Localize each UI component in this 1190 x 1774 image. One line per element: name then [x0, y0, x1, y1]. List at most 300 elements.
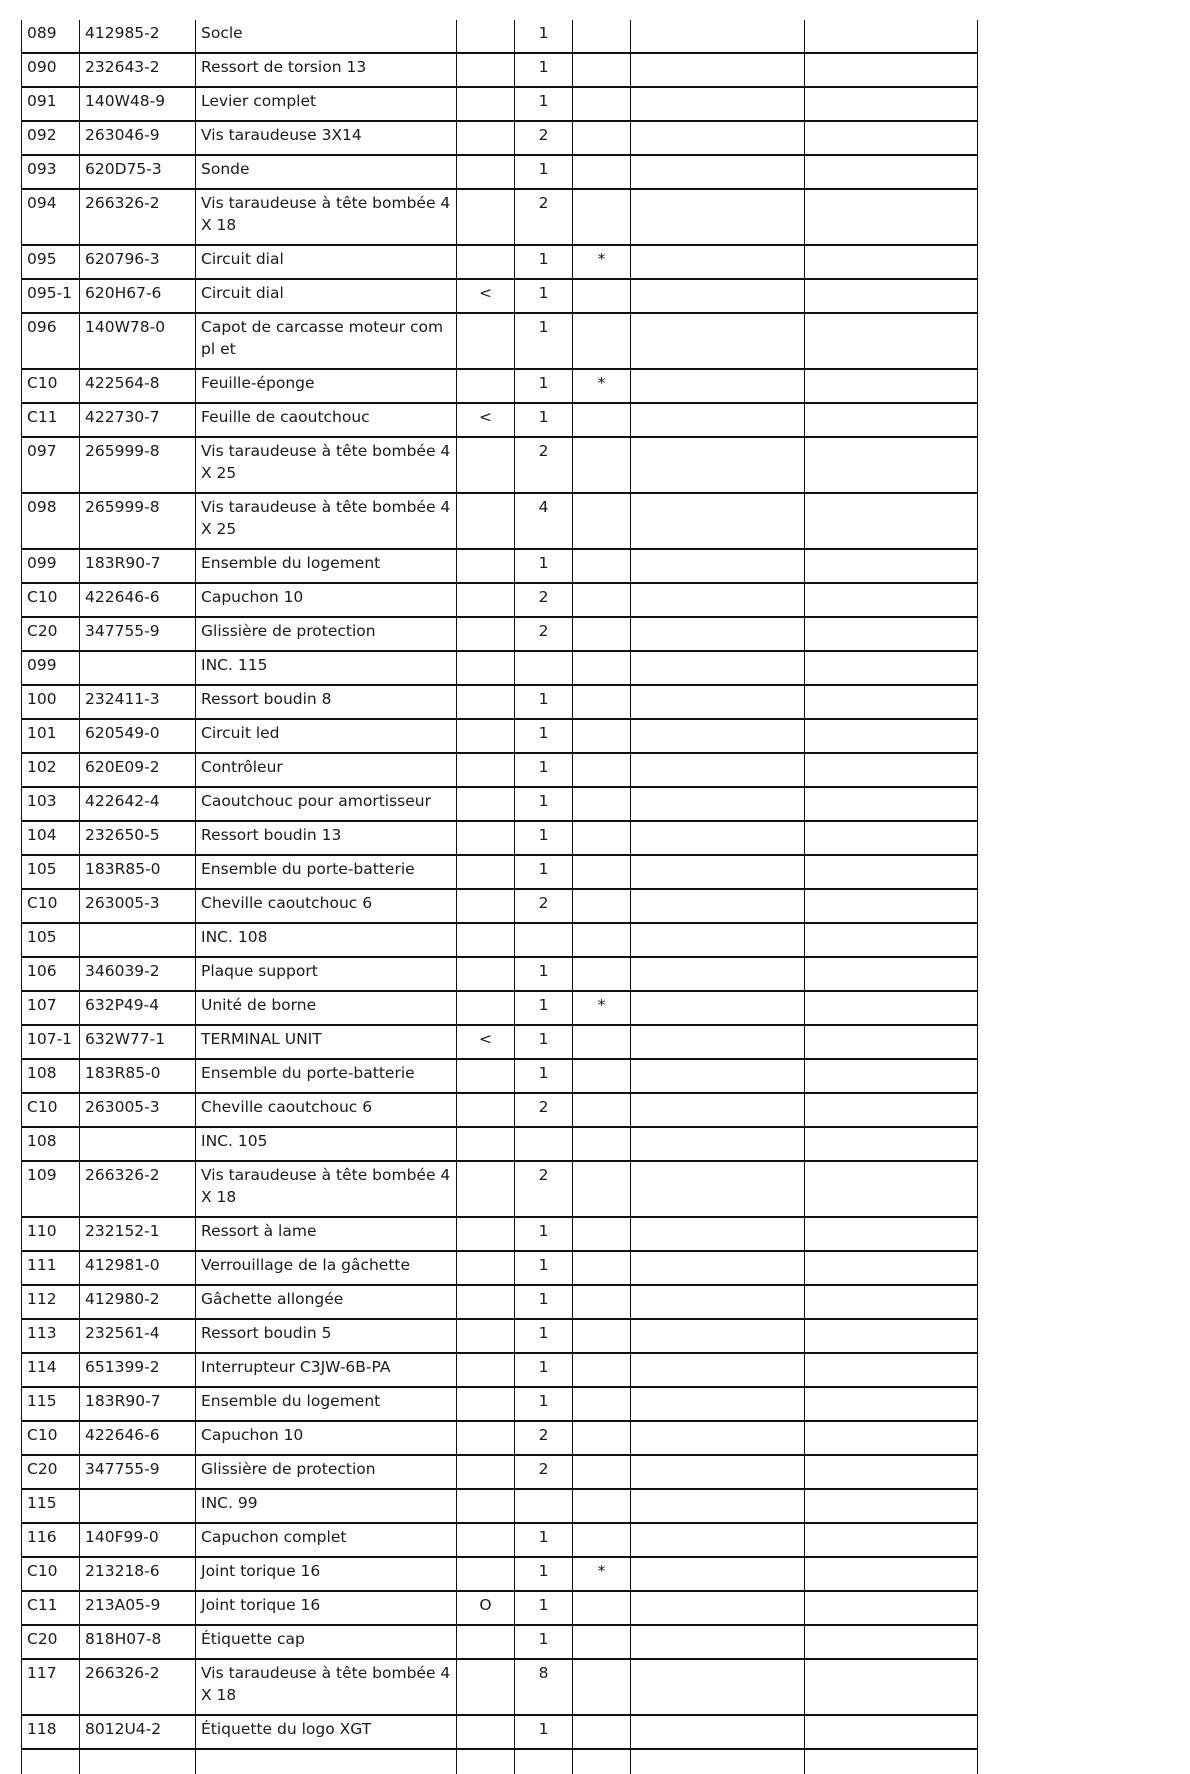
- part-number-cell: 347755-9: [80, 1455, 196, 1489]
- quantity-cell: [515, 651, 573, 685]
- table-row: [22, 53, 978, 87]
- change-flag-cell: [457, 189, 515, 245]
- quantity-cell: 1: [515, 369, 573, 403]
- quantity-cell: 1: [515, 403, 573, 437]
- change-flag-cell: [457, 1625, 515, 1659]
- table-row: [22, 121, 978, 155]
- item-number-cell: 109: [22, 1161, 80, 1217]
- item-number-cell: 117: [22, 1659, 80, 1715]
- blank-cell: [805, 1093, 978, 1127]
- table-row: [22, 651, 978, 685]
- item-number-cell: 107: [22, 991, 80, 1025]
- blank-cell: [631, 1489, 805, 1523]
- change-flag-cell: [457, 1217, 515, 1251]
- item-number-cell: 105: [22, 855, 80, 889]
- blank-cell: [631, 121, 805, 155]
- note-mark-cell: [573, 1217, 631, 1251]
- item-number-cell: 111: [22, 1251, 80, 1285]
- quantity-cell: 1: [515, 87, 573, 121]
- table-row: [22, 20, 978, 53]
- blank-cell: [805, 1387, 978, 1421]
- part-number-cell: 620D75-3: [80, 155, 196, 189]
- note-mark-cell: [573, 855, 631, 889]
- blank-cell: [631, 1557, 805, 1591]
- note-mark-cell: [573, 889, 631, 923]
- change-flag-cell: [457, 1455, 515, 1489]
- note-mark-cell: [573, 685, 631, 719]
- note-mark-cell: [573, 1285, 631, 1319]
- blank-cell: [631, 1591, 805, 1625]
- table-row: [22, 719, 978, 753]
- part-number-cell: 183R85-0: [80, 855, 196, 889]
- note-mark-cell: [573, 313, 631, 369]
- part-number-cell: 232643-2: [80, 53, 196, 87]
- change-flag-cell: [457, 20, 515, 53]
- quantity-cell: 2: [515, 1161, 573, 1217]
- change-flag-cell: [457, 1059, 515, 1093]
- table-row: [22, 583, 978, 617]
- quantity-cell: 1: [515, 1625, 573, 1659]
- quantity-cell: 1: [515, 279, 573, 313]
- item-number-cell: C10: [22, 1421, 80, 1455]
- part-number-cell: 140W48-9: [80, 87, 196, 121]
- description-cell: Plaque support: [196, 957, 457, 991]
- quantity-cell: 2: [515, 1421, 573, 1455]
- note-mark-cell: [573, 1387, 631, 1421]
- item-number-cell: C10: [22, 583, 80, 617]
- table-row: [22, 1285, 978, 1319]
- note-mark-cell: [573, 279, 631, 313]
- change-flag-cell: [457, 821, 515, 855]
- item-number-cell: C10: [22, 369, 80, 403]
- change-flag-cell: [457, 787, 515, 821]
- description-cell: Ensemble du porte-batterie: [196, 1059, 457, 1093]
- description-cell: Ressort à lame: [196, 1217, 457, 1251]
- note-mark-cell: [573, 1127, 631, 1161]
- change-flag-cell: [457, 855, 515, 889]
- blank-cell: [631, 1625, 805, 1659]
- note-mark-cell: [573, 821, 631, 855]
- part-number-cell: 183R90-7: [80, 549, 196, 583]
- table-row: [22, 1093, 978, 1127]
- blank-cell: [631, 991, 805, 1025]
- blank-cell: [805, 889, 978, 923]
- change-flag-cell: [457, 957, 515, 991]
- part-number-cell: 422730-7: [80, 403, 196, 437]
- item-number-cell: 102: [22, 753, 80, 787]
- note-mark-cell: [573, 87, 631, 121]
- table-row: [22, 821, 978, 855]
- quantity-cell: 1: [515, 685, 573, 719]
- part-number-cell: 232561-4: [80, 1319, 196, 1353]
- part-number-cell: 266326-2: [80, 1161, 196, 1217]
- note-mark-cell: [573, 403, 631, 437]
- quantity-cell: 2: [515, 889, 573, 923]
- description-cell: Capuchon 10: [196, 1421, 457, 1455]
- item-number-cell: 091: [22, 87, 80, 121]
- blank-cell: [805, 753, 978, 787]
- part-number-cell: 412981-0: [80, 1251, 196, 1285]
- blank-cell: [805, 1025, 978, 1059]
- part-number-cell: 422646-6: [80, 583, 196, 617]
- blank-cell: [631, 189, 805, 245]
- blank-cell: [805, 279, 978, 313]
- table-row: [22, 1421, 978, 1455]
- table-row: [22, 1455, 978, 1489]
- change-flag-cell: [457, 1557, 515, 1591]
- blank-cell: [631, 403, 805, 437]
- blank-cell: [805, 189, 978, 245]
- part-number-cell: 213218-6: [80, 1557, 196, 1591]
- change-flag-cell: [457, 87, 515, 121]
- change-flag-cell: [457, 1093, 515, 1127]
- table-row: [22, 617, 978, 651]
- quantity-cell: 1: [515, 1557, 573, 1591]
- blank-cell: [631, 1285, 805, 1319]
- table-row: [22, 1387, 978, 1421]
- blank-cell: [631, 651, 805, 685]
- description-cell: Feuille de caoutchouc: [196, 403, 457, 437]
- quantity-cell: 1: [515, 719, 573, 753]
- description-cell: Glissière de protection: [196, 1455, 457, 1489]
- table-row: [22, 549, 978, 583]
- item-number-cell: 095-1: [22, 279, 80, 313]
- description-cell: Circuit dial: [196, 279, 457, 313]
- blank-cell: [631, 1659, 805, 1715]
- part-number-cell: 232411-3: [80, 685, 196, 719]
- change-flag-cell: [457, 1285, 515, 1319]
- part-number-cell: 347755-9: [80, 617, 196, 651]
- item-number-cell: C10: [22, 1093, 80, 1127]
- table-row: [22, 1161, 978, 1217]
- blank-cell: [805, 1127, 978, 1161]
- part-number-cell: 266326-2: [80, 189, 196, 245]
- description-cell: Capuchon 10: [196, 583, 457, 617]
- item-number-cell: C20: [22, 1455, 80, 1489]
- change-flag-cell: [457, 1523, 515, 1557]
- item-number-cell: 099: [22, 651, 80, 685]
- item-number-cell: 112: [22, 1285, 80, 1319]
- description-cell: Ressort de torsion 13: [196, 53, 457, 87]
- note-mark-cell: [573, 53, 631, 87]
- part-number-cell: [80, 651, 196, 685]
- part-number-cell: [80, 923, 196, 957]
- blank-cell: [631, 923, 805, 957]
- note-mark-cell: [573, 1059, 631, 1093]
- quantity-cell: 1: [515, 20, 573, 53]
- table-row: [22, 313, 978, 369]
- note-mark-cell: [573, 20, 631, 53]
- change-flag-cell: [457, 369, 515, 403]
- description-cell: Ensemble du porte-batterie: [196, 855, 457, 889]
- note-mark-cell: [573, 1093, 631, 1127]
- quantity-cell: 1: [515, 1715, 573, 1749]
- quantity-cell: 2: [515, 583, 573, 617]
- change-flag-cell: [457, 889, 515, 923]
- quantity-cell: 1: [515, 855, 573, 889]
- table-row: [22, 1557, 978, 1591]
- description-cell: Ensemble du logement: [196, 1387, 457, 1421]
- part-number-cell: 265999-8: [80, 493, 196, 549]
- item-number-cell: 095: [22, 245, 80, 279]
- description-cell: Vis taraudeuse à tête bombée 4X 25: [196, 493, 457, 549]
- blank-cell: [22, 1749, 80, 1774]
- blank-cell: [805, 437, 978, 493]
- quantity-cell: 2: [515, 121, 573, 155]
- quantity-cell: 2: [515, 437, 573, 493]
- blank-cell: [805, 1523, 978, 1557]
- note-mark-cell: [573, 1455, 631, 1489]
- description-cell: Cheville caoutchouc 6: [196, 889, 457, 923]
- note-mark-cell: [573, 1421, 631, 1455]
- table-row: [22, 753, 978, 787]
- item-number-cell: 115: [22, 1387, 80, 1421]
- parts-list-page: [21, 20, 978, 1774]
- note-mark-cell: [573, 1659, 631, 1715]
- part-number-cell: 263046-9: [80, 121, 196, 155]
- quantity-cell: [515, 1489, 573, 1523]
- table-row: [22, 855, 978, 889]
- blank-cell: [805, 1749, 978, 1774]
- blank-cell: [805, 121, 978, 155]
- change-flag-cell: [457, 313, 515, 369]
- item-number-cell: 108: [22, 1059, 80, 1093]
- note-mark-cell: [573, 121, 631, 155]
- part-number-cell: 8012U4-2: [80, 1715, 196, 1749]
- description-cell: Capuchon complet: [196, 1523, 457, 1557]
- note-mark-cell: [573, 549, 631, 583]
- description-cell: INC. 115: [196, 651, 457, 685]
- quantity-cell: 1: [515, 1319, 573, 1353]
- blank-cell: [631, 1715, 805, 1749]
- part-number-cell: 651399-2: [80, 1353, 196, 1387]
- blank-cell: [631, 957, 805, 991]
- blank-cell: [631, 1353, 805, 1387]
- description-cell: Contrôleur: [196, 753, 457, 787]
- description-cell: Ensemble du logement: [196, 549, 457, 583]
- description-cell: Socle: [196, 20, 457, 53]
- description-cell: Feuille-éponge: [196, 369, 457, 403]
- note-mark-cell: [573, 1353, 631, 1387]
- blank-cell: [80, 1749, 196, 1774]
- blank-cell: [631, 53, 805, 87]
- blank-cell: [631, 493, 805, 549]
- item-number-cell: 099: [22, 549, 80, 583]
- table-row: [22, 1319, 978, 1353]
- note-mark-cell: [573, 493, 631, 549]
- blank-cell: [631, 437, 805, 493]
- item-number-cell: 110: [22, 1217, 80, 1251]
- blank-cell: [805, 719, 978, 753]
- table-row: [22, 1659, 978, 1715]
- quantity-cell: [515, 1127, 573, 1161]
- blank-cell: [805, 1161, 978, 1217]
- blank-cell: [805, 1319, 978, 1353]
- item-number-cell: 114: [22, 1353, 80, 1387]
- part-number-cell: 632P49-4: [80, 991, 196, 1025]
- item-number-cell: 096: [22, 313, 80, 369]
- blank-cell: [631, 1421, 805, 1455]
- description-cell: Circuit dial: [196, 245, 457, 279]
- quantity-cell: 1: [515, 1591, 573, 1625]
- blank-cell: [805, 369, 978, 403]
- description-cell: Cheville caoutchouc 6: [196, 1093, 457, 1127]
- note-mark-cell: *: [573, 369, 631, 403]
- quantity-cell: 1: [515, 155, 573, 189]
- blank-cell: [805, 957, 978, 991]
- description-cell: Vis taraudeuse à tête bombée 4X 18: [196, 1659, 457, 1715]
- part-number-cell: 232650-5: [80, 821, 196, 855]
- change-flag-cell: [457, 651, 515, 685]
- quantity-cell: 1: [515, 957, 573, 991]
- blank-cell: [631, 1161, 805, 1217]
- blank-cell: [805, 1421, 978, 1455]
- item-number-cell: 118: [22, 1715, 80, 1749]
- description-cell: Sonde: [196, 155, 457, 189]
- description-cell: Ressort boudin 13: [196, 821, 457, 855]
- note-mark-cell: [573, 1591, 631, 1625]
- description-cell: INC. 108: [196, 923, 457, 957]
- note-mark-cell: [573, 787, 631, 821]
- blank-cell: [631, 617, 805, 651]
- item-number-cell: 101: [22, 719, 80, 753]
- table-row: [22, 189, 978, 245]
- table-row: [22, 1059, 978, 1093]
- change-flag-cell: [457, 1659, 515, 1715]
- change-flag-cell: [457, 1489, 515, 1523]
- part-number-cell: [80, 1489, 196, 1523]
- blank-cell: [631, 1523, 805, 1557]
- blank-cell: [805, 1557, 978, 1591]
- item-number-cell: 100: [22, 685, 80, 719]
- quantity-cell: 1: [515, 53, 573, 87]
- description-cell: Étiquette cap: [196, 1625, 457, 1659]
- note-mark-cell: [573, 719, 631, 753]
- note-mark-cell: [573, 1025, 631, 1059]
- blank-cell: [196, 1749, 457, 1774]
- blank-cell: [631, 279, 805, 313]
- note-mark-cell: [573, 1489, 631, 1523]
- quantity-cell: 1: [515, 1285, 573, 1319]
- table-row: [22, 279, 978, 313]
- blank-cell: [631, 753, 805, 787]
- table-row: [22, 437, 978, 493]
- description-cell: Vis taraudeuse 3X14: [196, 121, 457, 155]
- note-mark-cell: [573, 923, 631, 957]
- quantity-cell: 1: [515, 313, 573, 369]
- description-cell: Joint torique 16: [196, 1557, 457, 1591]
- part-number-cell: 346039-2: [80, 957, 196, 991]
- blank-cell: [631, 1093, 805, 1127]
- blank-cell: [805, 1455, 978, 1489]
- note-mark-cell: [573, 957, 631, 991]
- table-row: [22, 991, 978, 1025]
- description-cell: Glissière de protection: [196, 617, 457, 651]
- note-mark-cell: [573, 583, 631, 617]
- quantity-cell: 1: [515, 821, 573, 855]
- description-cell: Caoutchouc pour amortisseur: [196, 787, 457, 821]
- note-mark-cell: [573, 1523, 631, 1557]
- table-row: [22, 245, 978, 279]
- note-mark-cell: [573, 1715, 631, 1749]
- note-mark-cell: [573, 437, 631, 493]
- note-mark-cell: [573, 1319, 631, 1353]
- blank-cell: [805, 1217, 978, 1251]
- item-number-cell: C20: [22, 617, 80, 651]
- description-cell: Levier complet: [196, 87, 457, 121]
- table-row: [22, 889, 978, 923]
- change-flag-cell: [457, 53, 515, 87]
- description-cell: Vis taraudeuse à tête bombée 4X 25: [196, 437, 457, 493]
- blank-cell: [631, 1251, 805, 1285]
- part-number-cell: 818H07-8: [80, 1625, 196, 1659]
- change-flag-cell: [457, 685, 515, 719]
- quantity-cell: 2: [515, 1093, 573, 1127]
- quantity-cell: 2: [515, 189, 573, 245]
- change-flag-cell: [457, 923, 515, 957]
- description-cell: Vis taraudeuse à tête bombée 4X 18: [196, 189, 457, 245]
- blank-cell: [631, 245, 805, 279]
- item-number-cell: C10: [22, 889, 80, 923]
- blank-cell: [805, 1715, 978, 1749]
- blank-cell: [805, 923, 978, 957]
- description-cell: Verrouillage de la gâchette: [196, 1251, 457, 1285]
- change-flag-cell: [457, 719, 515, 753]
- blank-cell: [805, 583, 978, 617]
- blank-cell: [805, 1353, 978, 1387]
- item-number-cell: 094: [22, 189, 80, 245]
- note-mark-cell: *: [573, 245, 631, 279]
- note-mark-cell: [573, 1161, 631, 1217]
- description-cell: Vis taraudeuse à tête bombée 4X 18: [196, 1161, 457, 1217]
- part-number-cell: 620796-3: [80, 245, 196, 279]
- blank-cell: [805, 617, 978, 651]
- blank-cell: [805, 549, 978, 583]
- part-number-cell: 632W77-1: [80, 1025, 196, 1059]
- part-number-cell: 263005-3: [80, 1093, 196, 1127]
- blank-cell: [631, 20, 805, 53]
- blank-cell: [631, 1455, 805, 1489]
- item-number-cell: C11: [22, 403, 80, 437]
- change-flag-cell: [457, 1251, 515, 1285]
- blank-cell: [631, 549, 805, 583]
- description-cell: Interrupteur C3JW-6B-PA: [196, 1353, 457, 1387]
- blank-cell: [805, 1625, 978, 1659]
- note-mark-cell: [573, 155, 631, 189]
- change-flag-cell: [457, 437, 515, 493]
- change-flag-cell: [457, 583, 515, 617]
- blank-cell: [631, 1749, 805, 1774]
- change-flag-cell: <: [457, 1025, 515, 1059]
- blank-cell: [631, 1025, 805, 1059]
- blank-cell: [631, 1217, 805, 1251]
- table-row: [22, 1127, 978, 1161]
- item-number-cell: 098: [22, 493, 80, 549]
- part-number-cell: 412985-2: [80, 20, 196, 53]
- description-cell: Joint torique 16: [196, 1591, 457, 1625]
- item-number-cell: 115: [22, 1489, 80, 1523]
- description-cell: INC. 105: [196, 1127, 457, 1161]
- table-row: [22, 1715, 978, 1749]
- table-row: [22, 923, 978, 957]
- quantity-cell: 1: [515, 1353, 573, 1387]
- part-number-cell: 213A05-9: [80, 1591, 196, 1625]
- description-cell: Ressort boudin 8: [196, 685, 457, 719]
- blank-cell: [631, 155, 805, 189]
- blank-cell: [631, 1387, 805, 1421]
- description-cell: Ressort boudin 5: [196, 1319, 457, 1353]
- part-number-cell: 422564-8: [80, 369, 196, 403]
